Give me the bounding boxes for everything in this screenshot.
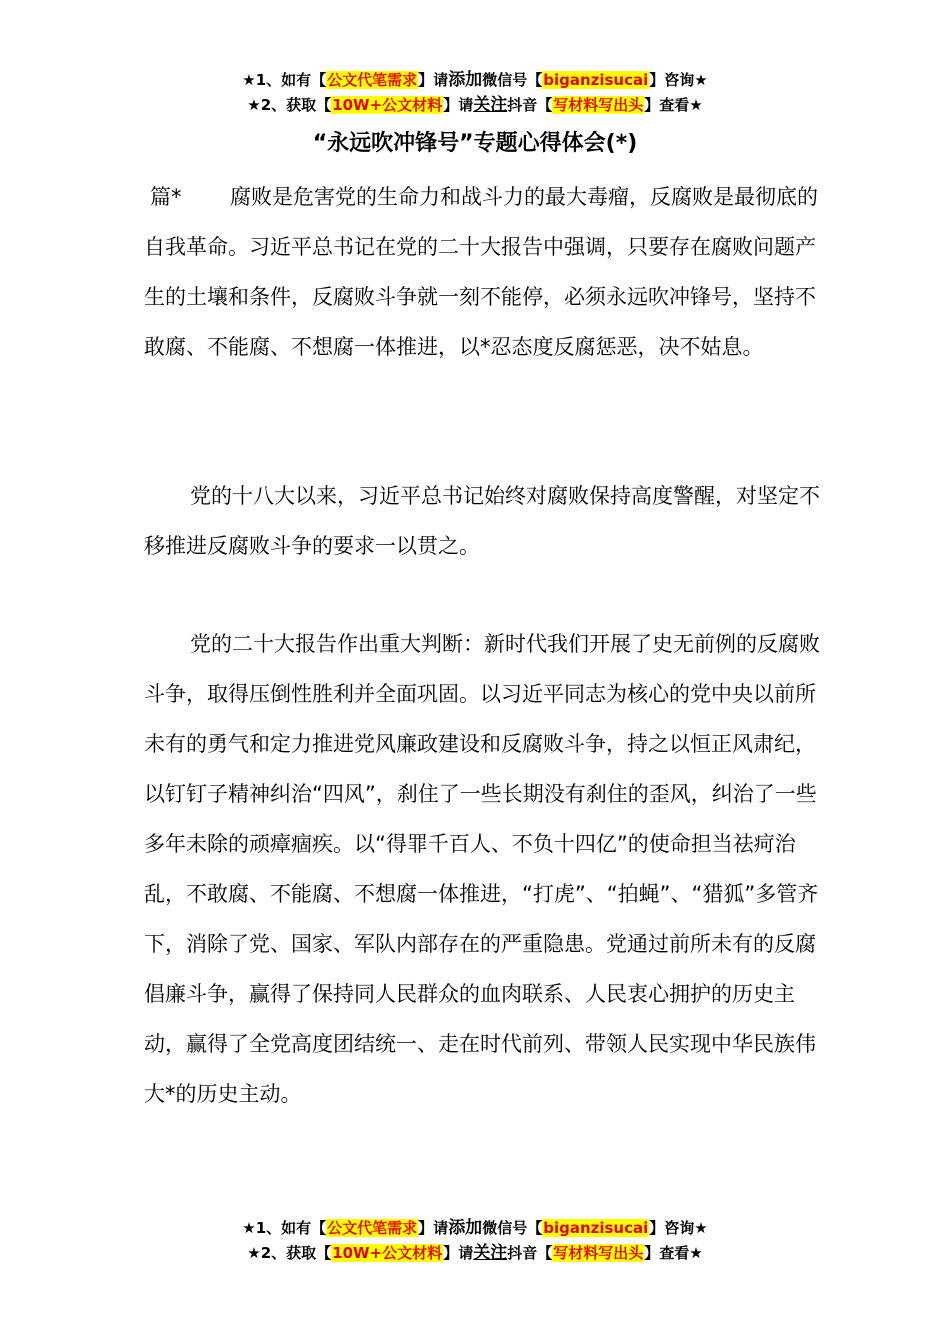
banner-text: ★2、获取【 (247, 1244, 332, 1262)
banner-emphasis: 关注 (473, 95, 508, 115)
banner-text: 】咨询★ (649, 1219, 708, 1237)
banner-text: 抖音【 (507, 1244, 553, 1262)
banner-highlight: 写材料写出头 (553, 1244, 644, 1262)
banner-text: ★1、如有【 (242, 1219, 327, 1237)
banner-text: 】请 (443, 96, 474, 114)
banner-text: ★2、获取【 (247, 96, 332, 114)
banner-emphasis: 关注 (473, 1243, 508, 1263)
banner-text: 微信号【 (482, 71, 543, 89)
banner-highlight: biganzisucai (543, 71, 649, 89)
paragraph-2: 党的十八大以来，习近平总书记始终对腐败保持高度警醒，对坚定不移推进反腐败斗争的要求一以贯之。 (144, 484, 820, 558)
paragraph-label: 篇* (150, 185, 182, 209)
banner-line-1 (0, 1216, 950, 1241)
banner-text: 】咨询★ (649, 71, 708, 89)
banner-line-2 (0, 1241, 950, 1266)
banner-line-2 (0, 93, 950, 118)
banner-text: 】查看★ (644, 96, 703, 114)
banner-text: ★1、如有【 (242, 71, 327, 89)
banner-line-1 (0, 68, 950, 93)
banner-highlight: 10W+公文材料 (332, 96, 443, 114)
paragraph-1 (144, 172, 834, 372)
banner-highlight: 10W+公文材料 (332, 1244, 443, 1262)
header-banner (0, 68, 950, 118)
banner-highlight: 公文代笔需求 (327, 71, 418, 89)
paragraph-3: 党的二十大报告作出重大判断：新时代我们开展了史无前例的反腐败斗争，取得压倒性胜利并全面巩固。以习近平同志为核心的党中央以前所未有的勇气和定力推进党风廉政建设和反腐败斗争，持之以恒正风肃纪，以钉钉子精神纠治“四风”，刹住了一些长期没有刹住的歪风，纠治了一些多年未除的顽瘴痼疾。以“得罪千百人、不负十四亿”的使命担当祛疴治乱，不敢腐、不能腐、不想腐一体推进，“打虎”、“拍蝇”、“猎狐”多管齐下，消除了党、国家、军队内部存在的严重隐患。党通过前所未有的反腐倡廉斗争，赢得了保持同人民群众的血肉联系、人民衷心拥护的历史主动，赢得了全党高度团结统一、走在时代前列、带领人民实现中华民族伟大*的历史主动。 (144, 632, 820, 1106)
banner-text: 】请 (418, 1219, 449, 1237)
banner-text: 】查看★ (644, 1244, 703, 1262)
banner-highlight: 公文代笔需求 (327, 1219, 418, 1237)
banner-text: 】请 (443, 1244, 474, 1262)
paragraph-1-text: 腐败是危害党的生命力和战斗力的最大毒瘤，反腐败是最彻底的自我革命。习近平总书记在党的二十大报告中强调，只要存在腐败问题产生的土壤和条件，反腐败斗争就一刻不能停，必须永远吹冲锋号，坚持不敢腐、不能腐、不想腐一体推进，以*忍态度反腐惩恶，决不姑息。 (144, 185, 818, 359)
banner-emphasis: 添加 (448, 1218, 483, 1238)
document-title: “永远吹冲锋号”专题心得体会(*) (312, 131, 638, 156)
banner-highlight: 写材料写出头 (553, 96, 644, 114)
footer-banner (0, 1216, 950, 1266)
banner-highlight: biganzisucai (543, 1219, 649, 1237)
banner-text: 微信号【 (482, 1219, 543, 1237)
banner-text: 抖音【 (507, 96, 553, 114)
banner-text: 】请 (418, 71, 449, 89)
banner-emphasis: 添加 (448, 70, 483, 90)
